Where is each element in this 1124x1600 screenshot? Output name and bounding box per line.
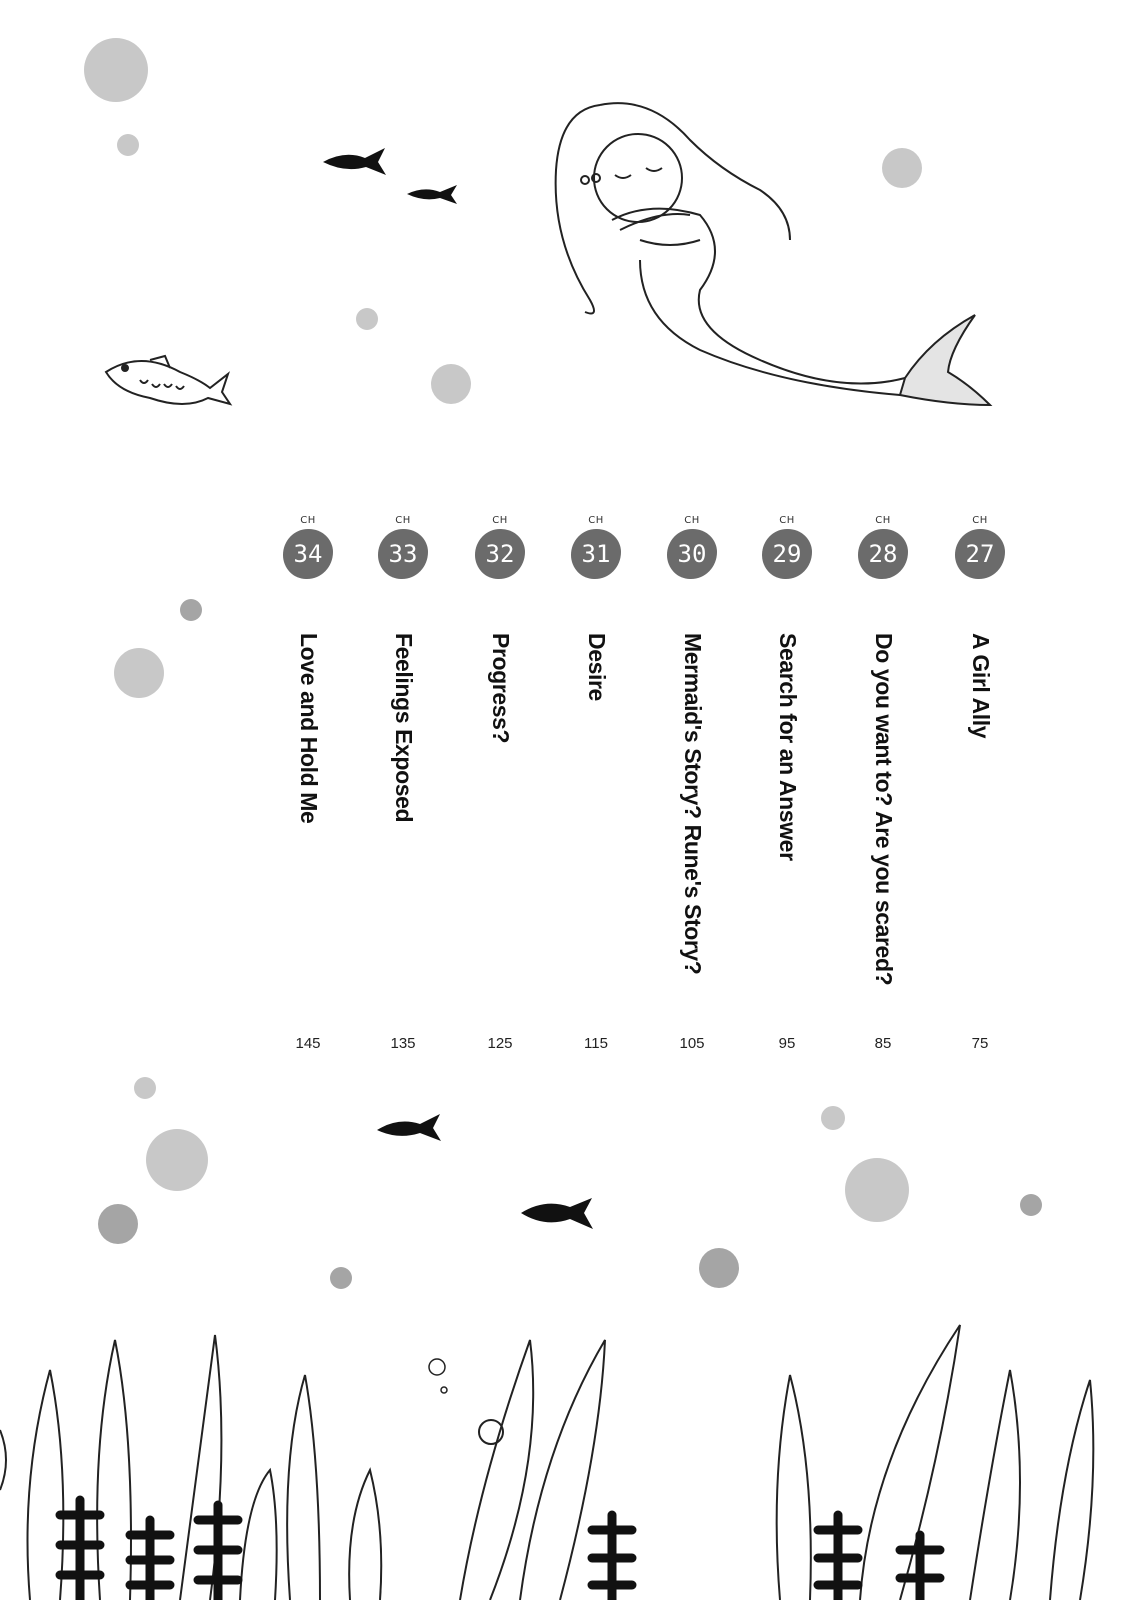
chapter-title: Feelings Exposed <box>391 633 417 823</box>
chapter-title: Love and Hold Me <box>296 633 322 824</box>
chapter-number-badge: 32 <box>475 529 525 579</box>
chapter-page-number: 75 <box>971 1035 989 1052</box>
chapter-number-badge: 30 <box>667 529 717 579</box>
mermaid-illustration <box>556 103 990 405</box>
chapter-title: Desire <box>584 633 610 701</box>
chapter-number-badge: 28 <box>858 529 908 579</box>
chapter-title: Mermaid's Story? Rune's Story? <box>680 633 706 975</box>
chapter-title: A Girl Ally <box>968 633 994 739</box>
chapter-page-number: 95 <box>778 1035 796 1052</box>
chapter-28[interactable] <box>853 515 913 1052</box>
chapter-31[interactable] <box>566 515 626 1052</box>
chapter-prefix: CH <box>588 515 604 526</box>
chapter-page-number: 125 <box>487 1035 513 1052</box>
chapter-number-badge: 27 <box>955 529 1005 579</box>
chapter-33[interactable] <box>373 515 433 1052</box>
chapter-number-badge: 34 <box>283 529 333 579</box>
chapter-29[interactable] <box>757 515 817 1052</box>
chapter-32[interactable] <box>470 515 530 1052</box>
chapter-prefix: CH <box>492 515 508 526</box>
chapter-prefix: CH <box>300 515 316 526</box>
chapter-34[interactable] <box>278 515 338 1052</box>
chapter-prefix: CH <box>972 515 988 526</box>
chapter-number-badge: 31 <box>571 529 621 579</box>
chapter-30[interactable] <box>662 515 722 1052</box>
chapter-number-badge: 29 <box>762 529 812 579</box>
chapter-prefix: CH <box>684 515 700 526</box>
chapter-title: Do you want to? Are you scared? <box>871 633 897 986</box>
chapter-prefix: CH <box>875 515 891 526</box>
outline-fish <box>106 356 230 404</box>
chapter-page-number: 145 <box>295 1035 321 1052</box>
chapter-page-number: 115 <box>584 1035 608 1052</box>
chapter-page-number: 85 <box>874 1035 892 1052</box>
chapter-prefix: CH <box>395 515 411 526</box>
chapter-page-number: 135 <box>390 1035 416 1052</box>
chapter-title: Search for an Answer <box>775 633 801 861</box>
chapter-27[interactable] <box>950 515 1010 1052</box>
chapter-number-badge: 33 <box>378 529 428 579</box>
chapter-title: Progress? <box>488 633 514 744</box>
chapter-prefix: CH <box>779 515 795 526</box>
chapter-page-number: 105 <box>679 1035 705 1052</box>
